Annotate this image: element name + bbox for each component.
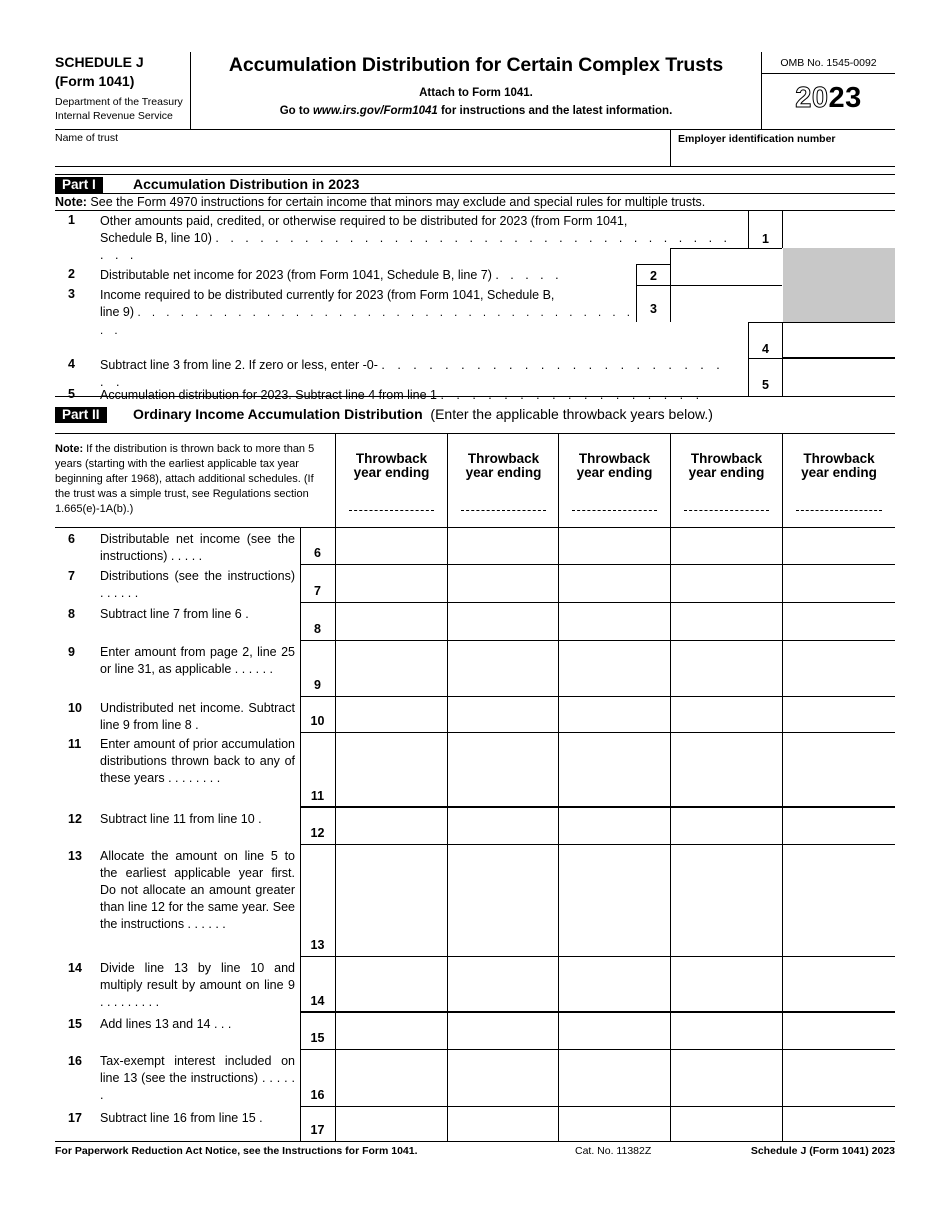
line-1-text-a: Other amounts paid, credited, or otherwise required to be distributed for 2023 (from Form 1041, [100, 214, 628, 228]
throwback-year-column-3 [558, 434, 670, 527]
part2-subtitle: (Enter the applicable throwback years below.) [430, 406, 713, 422]
line-9-year-4-amount[interactable] [671, 641, 782, 696]
line-15-year-1-amount[interactable] [336, 1013, 447, 1049]
throwback-year-input[interactable] [684, 510, 769, 511]
line-11-year-3-amount[interactable] [559, 733, 670, 807]
line-13-year-1-amount[interactable] [336, 845, 447, 956]
line-7 [55, 568, 300, 602]
line-10-year-4-amount[interactable] [671, 697, 782, 732]
line-14-year-2-amount[interactable] [448, 957, 559, 1012]
tax-year-outline: 20 [795, 82, 829, 114]
line-5-dots: . . . . . . . . . . . . . . . . . [440, 388, 704, 402]
line-2-text: Distributable net income for 2023 (from Form 1041, Schedule B, line 7) [100, 268, 492, 282]
footer-cat-number: Cat. No. 11382Z [575, 1145, 652, 1157]
throwback-header-line1: Throwback [690, 451, 763, 466]
line-3-text-a: Income required to be distributed currently for 2023 (from Form 1041, Schedule B, [100, 288, 555, 302]
line-8-box: 8 [314, 622, 321, 636]
line-4-dots: . . . . . . . . . . . . . . . . . . . . . . . . [100, 358, 725, 389]
line-16-year-2-amount[interactable] [448, 1050, 559, 1106]
goto-instruction [191, 105, 761, 117]
line-17-number: 17 [68, 1111, 82, 1125]
line-11-text: Enter amount of prior accumulation distributions thrown back to any of these years . . . . . . . . [100, 737, 295, 785]
line-11-year-4-amount[interactable] [671, 733, 782, 807]
throwback-header-line1: Throwback [355, 451, 428, 466]
line-8-year-4-amount[interactable] [671, 603, 782, 640]
line-5-number: 5 [68, 387, 75, 401]
line-17 [55, 1110, 300, 1141]
line-6-year-3-amount[interactable] [559, 528, 670, 564]
part1-tag: Part I [55, 177, 103, 193]
line-9-year-5-amount[interactable] [783, 641, 894, 696]
attach-instruction: Attach to Form 1041. [419, 87, 533, 99]
line-6-number: 6 [68, 532, 75, 546]
line-10 [55, 700, 300, 732]
line-10-year-1-amount[interactable] [336, 697, 447, 732]
line-3-box: 3 [636, 286, 670, 322]
section-rule [300, 1011, 895, 1013]
footer-form-id: Schedule J (Form 1041) 2023 [750, 1145, 895, 1157]
line-11 [55, 736, 300, 807]
line-9-text: Enter amount from page 2, line 25 or line 31, as applicable . . . . . . [100, 645, 295, 676]
part2-title-text: Ordinary Income Accumulation Distribution [133, 406, 423, 422]
line-1-amount[interactable] [782, 211, 895, 248]
throwback-year-column-5 [782, 434, 895, 527]
line-7-year-3-amount[interactable] [559, 565, 670, 602]
line-14-number: 14 [68, 961, 82, 975]
schedule-name: SCHEDULE J [55, 54, 144, 70]
line-14-box: 14 [310, 994, 325, 1008]
line-4-amount[interactable] [782, 322, 895, 359]
line-9-box: 9 [314, 678, 321, 692]
line-2-amount[interactable] [670, 248, 782, 286]
line-4-box: 4 [748, 322, 782, 359]
throwback-header-line2: year ending [576, 465, 653, 480]
line-9-year-1-amount[interactable] [336, 641, 447, 696]
line-1-number: 1 [68, 213, 75, 227]
line-12-year-3-amount[interactable] [559, 808, 670, 844]
line-16-number: 16 [68, 1054, 82, 1068]
throwback-header-line2: year ending [688, 465, 765, 480]
part2-title [133, 406, 713, 422]
part2-table [55, 434, 895, 1141]
agency-line-2: Internal Revenue Service [55, 109, 173, 122]
line-3-number: 3 [68, 287, 75, 301]
line-17-year-2-amount[interactable] [448, 1107, 559, 1141]
throwback-header-line1: Throwback [803, 451, 875, 466]
line-11-box: 11 [310, 789, 325, 803]
part1-header [55, 174, 895, 194]
line-6 [55, 531, 300, 564]
line-13-year-5-amount[interactable] [783, 845, 894, 956]
line-4-text: Subtract line 3 from line 2. If zero or less, enter -0- [100, 358, 378, 372]
part2-note-text: If the distribution is thrown back to more than 5 years (starting with the earliest applicable tax year beginning after 1968), attach additional schedules. (If the trust was a simple trust, see Regulations section 1.665(e)-1A(b).) [55, 443, 315, 515]
line-5-box: 5 [748, 359, 782, 396]
line-12-text: Subtract line 11 from line 10 . [100, 812, 262, 826]
throwback-header-line2: year ending [801, 465, 877, 480]
part1-note-text: See the Form 4970 instructions for certain income that minors may exclude and special rules for multiple trusts. [86, 195, 706, 209]
line-12-year-2-amount[interactable] [448, 808, 559, 844]
line-8-year-1-amount[interactable] [336, 603, 447, 640]
line-13 [55, 848, 300, 956]
line-12-year-1-amount[interactable] [336, 808, 447, 844]
throwback-year-column-4 [670, 434, 782, 527]
line-7-text: Distributions (see the instructions) . . . . . . [100, 569, 295, 600]
throwback-header-line2: year ending [465, 465, 542, 480]
line-3-text-b: line 9) [100, 305, 135, 319]
part2-note-label: Note: [55, 443, 84, 455]
part2-header [55, 396, 895, 434]
line-13-text: Allocate the amount on line 5 to the earliest applicable year first. Do not allocate an amount greater than line 12 for the same year. See the instructions . . . . . . [100, 849, 295, 931]
line-14-year-5-amount[interactable] [783, 957, 894, 1012]
ein-field[interactable] [670, 130, 895, 167]
line-10-box: 10 [310, 714, 325, 728]
line-15-year-5-amount[interactable] [783, 1013, 894, 1049]
irs-link[interactable]: www.irs.gov/Form1041 [312, 105, 438, 117]
line-14-year-3-amount[interactable] [559, 957, 670, 1012]
line-10-number: 10 [68, 701, 82, 715]
line-9-year-3-amount[interactable] [559, 641, 670, 696]
line-13-year-3-amount[interactable] [559, 845, 670, 956]
line-9 [55, 644, 300, 696]
line-6-year-1-amount[interactable] [336, 528, 447, 564]
line-15-year-4-amount[interactable] [671, 1013, 782, 1049]
line-15-year-2-amount[interactable] [448, 1013, 559, 1049]
line-12-year-5-amount[interactable] [783, 808, 894, 844]
line-6-year-5-amount[interactable] [783, 528, 894, 564]
footer-paperwork-notice: For Paperwork Reduction Act Notice, see the Instructions for Form 1041. [55, 1145, 418, 1157]
line-3-amount[interactable] [670, 286, 782, 322]
line-1-text [100, 213, 740, 264]
line-8-year-3-amount[interactable] [559, 603, 670, 640]
part2-note [55, 442, 330, 517]
ein-label: Employer identification number [678, 133, 836, 145]
line-16-year-5-amount[interactable] [783, 1050, 894, 1106]
line-14-year-4-amount[interactable] [671, 957, 782, 1012]
line-13-year-2-amount[interactable] [448, 845, 559, 956]
line-11-year-2-amount[interactable] [448, 733, 559, 807]
section-rule [300, 806, 895, 808]
line-17-year-4-amount[interactable] [671, 1107, 782, 1141]
line-8-year-5-amount[interactable] [783, 603, 894, 640]
throwback-year-column-2 [447, 434, 559, 527]
tax-year [762, 82, 895, 115]
name-row [55, 130, 895, 167]
form-footer [55, 1141, 895, 1161]
throwback-year-input[interactable] [461, 510, 546, 511]
omb-block [761, 52, 895, 130]
line-12-number: 12 [68, 812, 82, 826]
shaded-area [783, 248, 895, 322]
line-7-number: 7 [68, 569, 75, 583]
agency-line-1: Department of the Treasury [55, 96, 183, 108]
line-11-year-1-amount[interactable] [336, 733, 447, 807]
line-5-text: Accumulation distribution for 2023. Subtract line 4 from line 1 [100, 388, 437, 402]
line-14-year-1-amount[interactable] [336, 957, 447, 1012]
line-17-year-5-amount[interactable] [783, 1107, 894, 1141]
line-14-text: Divide line 13 by line 10 and multiply result by amount on line 9 . . . . . . . . . [100, 961, 295, 1009]
goto-prefix: Go to [279, 105, 313, 117]
line-6-text: Distributable net income (see the instructions) . . . . . [100, 532, 295, 563]
line-2-number: 2 [68, 267, 75, 281]
form-reference: (Form 1041) [55, 73, 135, 89]
part2-tag: Part II [55, 407, 107, 423]
form-page [55, 52, 895, 1141]
part1-note-label: Note: [55, 195, 87, 209]
form-title: Accumulation Distribution for Certain Complex Trusts [228, 54, 724, 76]
line-6-year-4-amount[interactable] [671, 528, 782, 564]
line-9-year-2-amount[interactable] [448, 641, 559, 696]
line-16-text: Tax-exempt interest included on line 13 (see the instructions) . . . . . . [100, 1054, 295, 1102]
line-11-year-5-amount[interactable] [783, 733, 894, 807]
tax-year-bold: 23 [828, 82, 862, 114]
part1-title: Accumulation Distribution in 2023 [133, 176, 360, 192]
line-5-amount[interactable] [782, 359, 895, 396]
line-15-number: 15 [68, 1017, 82, 1031]
throwback-year-column-1 [335, 434, 447, 527]
line-1-text-b: Schedule B, line 10) [100, 231, 212, 245]
trust-name-label: Name of trust [55, 132, 119, 144]
line-15 [55, 1016, 300, 1049]
omb-number: OMB No. 1545-0092 [762, 52, 895, 74]
line-14 [55, 960, 300, 1012]
form-header [55, 52, 895, 130]
line-13-year-4-amount[interactable] [671, 845, 782, 956]
line-6-year-2-amount[interactable] [448, 528, 559, 564]
line-4-number: 4 [68, 357, 75, 371]
line-17-box: 17 [310, 1123, 325, 1137]
line-7-year-1-amount[interactable] [336, 565, 447, 602]
line-17-text: Subtract line 16 from line 15 . [100, 1111, 263, 1125]
line-8-year-2-amount[interactable] [448, 603, 559, 640]
line-10-text: Undistributed net income. Subtract line 9 from line 8 . [100, 701, 295, 732]
line-17-year-3-amount[interactable] [559, 1107, 670, 1141]
line-12 [55, 811, 300, 844]
throwback-year-input[interactable] [796, 510, 882, 511]
throwback-header-line1: Throwback [578, 451, 651, 466]
line-17-year-1-amount[interactable] [336, 1107, 447, 1141]
line-16-year-1-amount[interactable] [336, 1050, 447, 1106]
line-16-year-3-amount[interactable] [559, 1050, 670, 1106]
line-7-year-4-amount[interactable] [671, 565, 782, 602]
line-13-box: 13 [310, 938, 325, 952]
throwback-header-line2: year ending [353, 465, 430, 480]
goto-suffix: for instructions and the latest information. [437, 105, 673, 117]
line-8-number: 8 [68, 607, 75, 621]
line-1-box: 1 [748, 211, 782, 248]
throwback-year-input[interactable] [572, 510, 657, 511]
line-7-year-5-amount[interactable] [783, 565, 894, 602]
line-12-year-4-amount[interactable] [671, 808, 782, 844]
line-16-box: 16 [310, 1088, 325, 1102]
agency-block [55, 96, 190, 123]
line-7-box: 7 [314, 584, 321, 598]
line-9-number: 9 [68, 645, 75, 659]
form-id-block [55, 52, 191, 130]
throwback-header-line1: Throwback [467, 451, 540, 466]
line-15-box: 15 [310, 1031, 325, 1045]
line-8-text: Subtract line 7 from line 6 . [100, 607, 249, 621]
line-15-text: Add lines 13 and 14 . . . [100, 1017, 232, 1031]
line-12-box: 12 [310, 826, 325, 840]
line-16-year-4-amount[interactable] [671, 1050, 782, 1106]
line-7-year-2-amount[interactable] [448, 565, 559, 602]
line-13-number: 13 [68, 849, 82, 863]
throwback-year-input[interactable] [349, 510, 434, 511]
line-10-year-2-amount[interactable] [448, 697, 559, 732]
title-block [191, 52, 761, 130]
line-10-year-5-amount[interactable] [783, 697, 894, 732]
part1-note [55, 194, 895, 211]
line-8 [55, 606, 300, 640]
line-10-year-3-amount[interactable] [559, 697, 670, 732]
line-2-box: 2 [636, 264, 670, 286]
line-11-number: 11 [68, 737, 82, 751]
line-1-dots: . . . . . . . . . . . . . . . . . . . . . . . . . . . . . . . . . . . . . . [100, 231, 732, 262]
line-3-dots: . . . . . . . . . . . . . . . . . . . . . . . . . . . . . . . . . . . . . [100, 307, 634, 337]
part1-lines [55, 211, 895, 402]
line-2-dots: . . . . . [495, 268, 563, 282]
line-15-year-3-amount[interactable] [559, 1013, 670, 1049]
line-6-box: 6 [314, 546, 321, 560]
line-16 [55, 1053, 300, 1106]
